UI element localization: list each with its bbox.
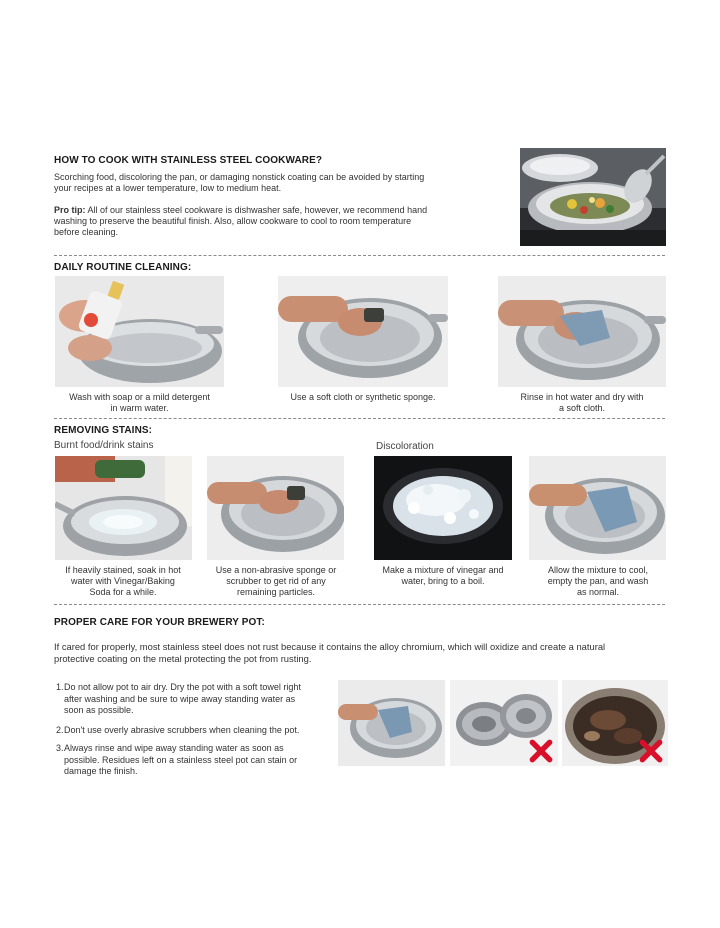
- daily-caption-1: [55, 392, 224, 414]
- rinse-photo: [498, 276, 666, 387]
- stain-caption-1-line-1: If heavily stained, soak in hot: [65, 565, 181, 575]
- pro-tip-line-2: washing to preserve the beautiful finish. Also, allow cookware to cool to room temperature: [54, 216, 412, 226]
- stain-caption-2-line-2: scrubber to get rid of any: [226, 576, 326, 586]
- care-item-1-text: [64, 682, 301, 717]
- wash-photo: [55, 276, 224, 387]
- scrub-photo: [207, 456, 344, 560]
- stain-caption-4-line-1: Allow the mixture to cool,: [547, 565, 649, 575]
- pro-tip-line-3: before cleaning.: [54, 227, 119, 237]
- dry-pot-photo: [338, 680, 445, 766]
- pro-tip-line-1: [54, 205, 427, 216]
- care-item-3-text: [64, 743, 297, 778]
- burnt-subheading: Burnt food/drink stains: [54, 440, 154, 451]
- stained-pot-photo: [562, 680, 668, 766]
- stain-caption-2-line-3: remaining particles.: [236, 587, 316, 597]
- care-item-1-number: 1.: [56, 682, 64, 692]
- care-heading: PROPER CARE FOR YOUR BREWERY POT:: [54, 617, 265, 628]
- stain-caption-4-line-3: as normal.: [576, 587, 620, 597]
- stain-caption-3-line-1: Make a mixture of vinegar and: [382, 565, 504, 575]
- care-intro-line-2: protective coating on the metal protecting the pot from rusting.: [54, 653, 312, 664]
- intro-line-1: Scorching food, discoloring the pan, or damaging nonstick coating can be avoided by starting: [54, 172, 425, 182]
- care-item-3-line-2: possible. Residues left on a stainless steel pot can stain or: [64, 754, 298, 765]
- stain-caption-2: [200, 565, 352, 598]
- care-item-2: [56, 725, 336, 739]
- intro-line-2: your recipes at a lower temperature, low to medium heat.: [54, 183, 282, 193]
- care-item-2-line-1: Don't use overly abrasive scrubbers when cleaning the pot.: [64, 725, 300, 735]
- daily-caption-2-line-1: Use a soft cloth or synthetic sponge.: [290, 392, 436, 402]
- daily-caption-1-line-2: in warm water.: [110, 403, 169, 413]
- daily-caption-3: [492, 392, 672, 414]
- pro-tip-text: All of our stainless steel cookware is dishwasher safe, however, we recommend hand: [85, 205, 428, 215]
- divider: [54, 255, 665, 256]
- boil-photo: [374, 456, 512, 560]
- care-item-1-line-1: Do not allow pot to air dry. Dry the pot with a soft towel right: [64, 682, 301, 692]
- care-item-1-line-3: soon as possible.: [64, 705, 134, 715]
- daily-heading: DAILY ROUTINE CLEANING:: [54, 262, 192, 273]
- stain-caption-1-line-3: Soda for a while.: [89, 587, 157, 597]
- care-intro-line-1: If cared for properly, most stainless steel does not rust because it contains the alloy chromium, which will oxidize and create a natural: [54, 641, 606, 652]
- intro-heading: HOW TO COOK WITH STAINLESS STEEL COOKWARE?: [54, 155, 323, 166]
- stain-caption-3-line-2: water, bring to a boil.: [401, 576, 485, 586]
- stains-heading: REMOVING STAINS:: [54, 425, 153, 436]
- steel-wool-photo: [450, 680, 558, 766]
- red-x-icon: [638, 738, 664, 764]
- stain-caption-1: [48, 565, 198, 598]
- sponge-photo: [278, 276, 448, 387]
- stain-caption-2-line-1: Use a non-abrasive sponge or: [215, 565, 337, 575]
- stain-caption-1-line-2: water with Vinegar/Baking: [71, 576, 175, 586]
- stain-caption-4: [524, 565, 672, 598]
- care-item-2-number: 2.: [56, 725, 64, 735]
- care-item-3: [56, 743, 336, 783]
- pro-tip-label: Pro tip:: [54, 205, 86, 215]
- care-item-3-number: 3.: [56, 743, 64, 753]
- daily-caption-3-line-2: a soft cloth.: [558, 403, 606, 413]
- care-item-3-line-1: Always rinse and wipe away standing water as soon as: [64, 743, 284, 753]
- stain-caption-4-line-2: empty the pan, and wash: [547, 576, 649, 586]
- cool-wash-photo: [529, 456, 666, 560]
- daily-caption-3-line-1: Rinse in hot water and dry with: [520, 392, 644, 402]
- divider: [54, 604, 665, 605]
- care-item-1: [56, 682, 336, 722]
- red-x-icon: [528, 738, 554, 764]
- wok-hero-photo: [520, 148, 666, 246]
- care-item-1-line-2: after washing and be sure to wipe away standing water as: [64, 693, 296, 704]
- care-item-2-text: [64, 725, 299, 737]
- stain-caption-3: [364, 565, 522, 587]
- care-item-3-line-3: damage the finish.: [64, 766, 138, 776]
- daily-caption-2: [270, 392, 456, 403]
- divider: [54, 418, 665, 419]
- discoloration-subheading: Discoloration: [376, 441, 434, 452]
- soak-photo: [55, 456, 192, 560]
- daily-caption-1-line-1: Wash with soap or a mild detergent: [69, 392, 210, 402]
